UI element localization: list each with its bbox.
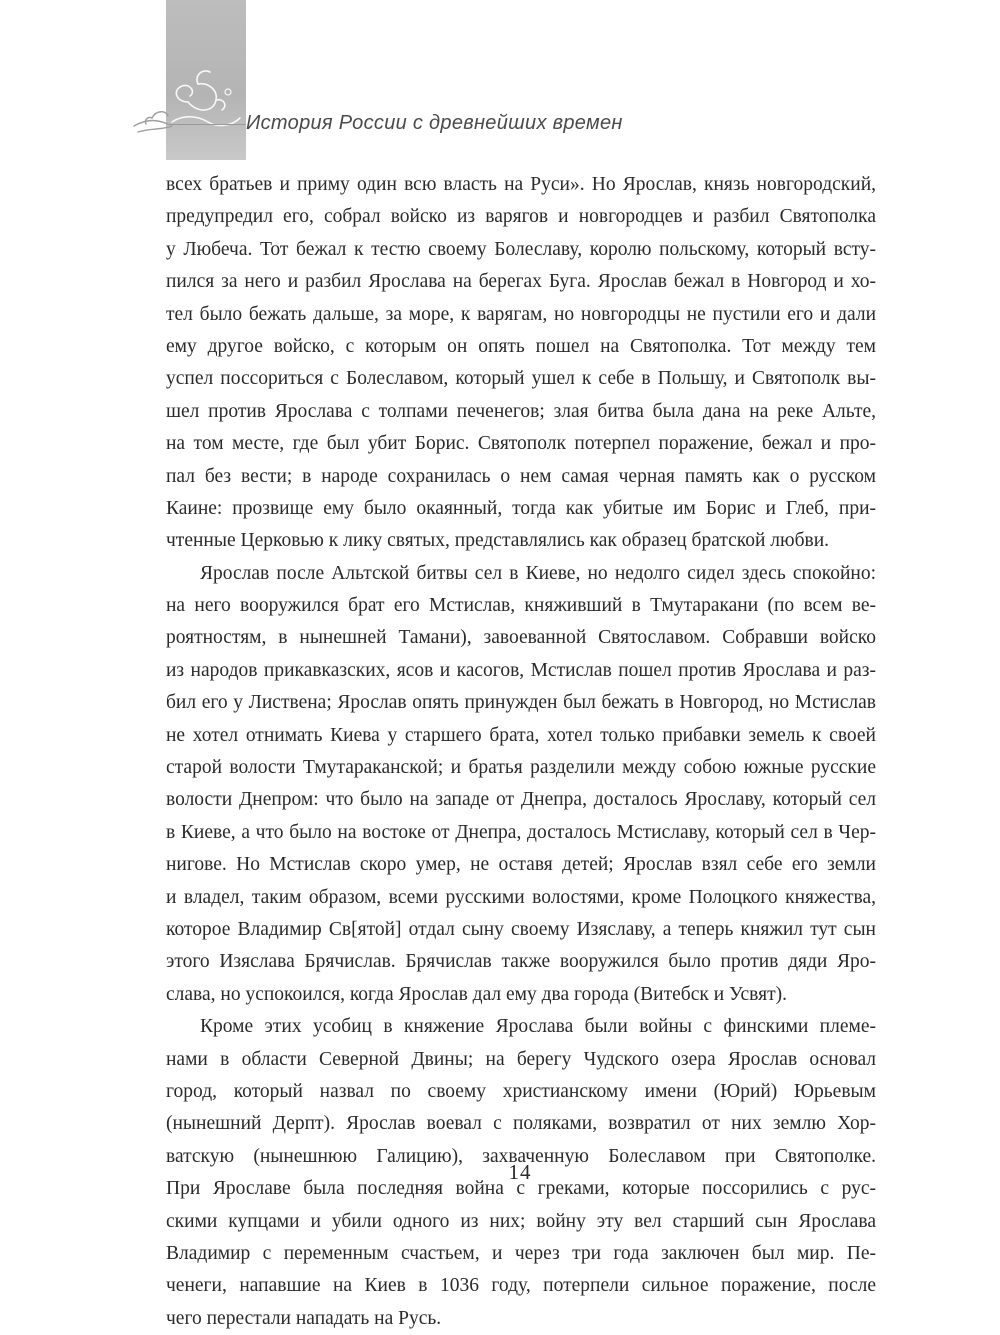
text-line: старой волости Тмутараканской; и братья разделили между собою южные русские bbox=[166, 757, 876, 779]
text-line: шел против Ярослава с толпами печенегов; злая битва была дана на реке Альте, bbox=[166, 400, 876, 422]
text-line: ватскую (нынешнюю Галицию), захваченную Болеславом при Святополке. bbox=[166, 1145, 876, 1167]
text-line: При Ярославе была последняя война с греками, которые поссорились с рус- bbox=[166, 1178, 876, 1200]
text-line: предупредил его, собрал войско из варягов и новгородцев и разбил Святополка bbox=[166, 206, 876, 228]
text-line: которое Владимир Св[ятой] отдал сыну своему Изяславу, а теперь княжил тут сын bbox=[166, 918, 876, 940]
running-title: История России с древнейших времен bbox=[246, 112, 623, 134]
text-line: город, который назвал по своему христианскому имени (Юрий) Юрьевым bbox=[166, 1080, 876, 1102]
text-line: волости Днепром: что было на западе от Днепра, досталось Ярославу, который сел bbox=[166, 789, 876, 811]
text-line: чего перестали нападать на Русь. bbox=[166, 1307, 442, 1329]
text-line: пился за него и разбил Ярослава на берегах Буга. Ярослав бежал в Новгород и хо- bbox=[166, 271, 876, 293]
flourish-ornament-icon bbox=[128, 62, 258, 144]
text-line: бил его у Листвена; Ярослав опять принужден был бежать в Новгород, но Мстислав bbox=[166, 692, 876, 714]
text-line: пал без вести; в народе сохранилась о нем самая черная память как о русском bbox=[166, 465, 876, 487]
text-line: у Любеча. Тот бежал к тестю своему Болеславу, королю польскому, который всту- bbox=[166, 238, 876, 260]
paragraph-start-line: Ярослав после Альтской битвы сел в Киеве, но недолго сидел здесь спокойно: bbox=[200, 562, 876, 584]
page-number: 14 bbox=[508, 1160, 532, 1184]
text-line: не хотел отнимать Киева у старшего брата, хотел только прибавки земель к своей bbox=[166, 724, 876, 746]
text-line: из народов прикавказских, ясов и касогов, Мстислав пошел против Ярослава и раз- bbox=[166, 659, 876, 681]
text-line: нами в области Северной Двины; на берегу Чудского озера Ярослав основал bbox=[166, 1048, 876, 1070]
text-line: всех братьев и приму один всю власть на Руси». Но Ярослав, князь новгородский, bbox=[166, 174, 876, 195]
text-line: тел было бежать дальше, за море, к варягам, но новгородцы не пустили его и дали bbox=[166, 303, 876, 325]
text-line: успел поссориться с Болеславом, который ушел к себе в Польшу, и Святополк вы- bbox=[166, 368, 876, 390]
text-line: роятностям, в нынешней Тамани), завоеванной Святославом. Собравши войско bbox=[166, 627, 876, 649]
text-line: и владел, таким образом, всеми русскими волостями, кроме Полоцкого княжества, bbox=[166, 886, 876, 908]
text-line: Каине: прозвище ему было окаянный, тогда как убитые им Борис и Глеб, при- bbox=[166, 497, 876, 519]
paragraph-start-line: Кроме этих усобиц в княжение Ярослава были войны с финскими племе- bbox=[200, 1016, 876, 1038]
text-line: на том месте, где был убит Борис. Святополк потерпел поражение, бежал и про- bbox=[166, 433, 876, 455]
header-rule bbox=[168, 124, 246, 125]
text-line: на него вооружился брат его Мстислав, княживший в Тмутаракани (по всем ве- bbox=[166, 595, 876, 617]
text-line: скими купцами и убили одного из них; войну эту вел старший сын Ярослава bbox=[166, 1210, 876, 1232]
text-line: чтенные Церковью к лику святых, представлялись как образец братской любви. bbox=[166, 530, 830, 552]
text-line: нигове. Но Мстислав скоро умер, не оставя детей; Ярослав взял себе его земли bbox=[166, 854, 876, 876]
text-line: этого Изяслава Брячислав. Брячислав также вооружился было против дяди Яро- bbox=[166, 951, 876, 973]
text-line: (нынешний Дерпт). Ярослав воевал с поляками, возвратил от них землю Хор- bbox=[166, 1113, 876, 1135]
text-line: слава, но успокоился, когда Ярослав дал ему два города (Витебск и Усвят). bbox=[166, 983, 787, 1005]
text-line: в Киеве, а что было на востоке от Днепра, досталось Мстиславу, который сел в Чер- bbox=[166, 821, 876, 843]
text-line: Владимир с переменным счастьем, и через три года заключен был мир. Пе- bbox=[166, 1242, 876, 1264]
text-line: ченеги, напавшие на Киев в 1036 году, потерпели сильное поражение, после bbox=[166, 1275, 876, 1297]
text-line: ему другое войско, с которым он опять пошел на Святополка. Тот между тем bbox=[166, 335, 876, 357]
